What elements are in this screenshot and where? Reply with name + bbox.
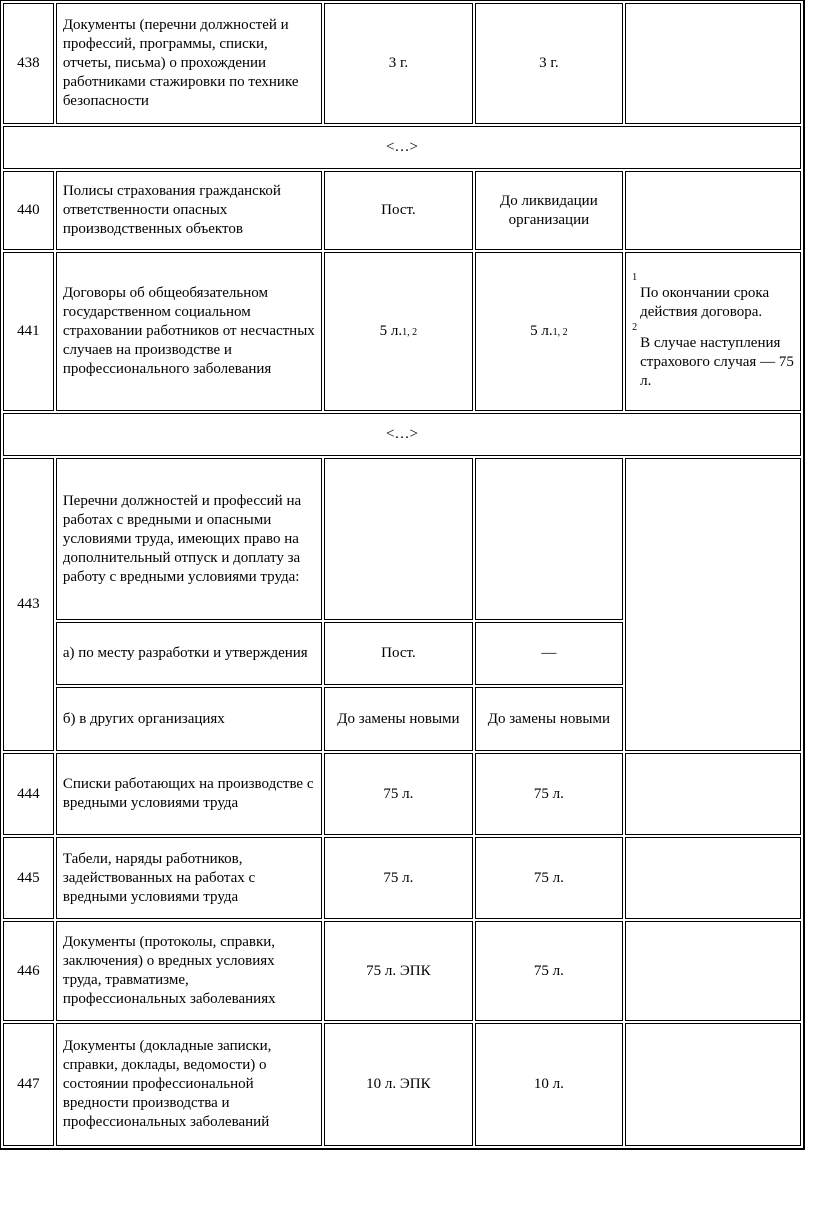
row-description: Списки работающих на производстве с вредными условиями труда: [56, 753, 322, 835]
table-row: [3, 1023, 801, 1146]
row-number: 444: [3, 753, 54, 835]
retention-term: 75 л.: [324, 837, 472, 919]
term-value: 5 л.: [379, 322, 403, 339]
footnote-text: В случае наступления страхового случая — 75 л.: [640, 335, 794, 389]
row-note: [625, 458, 801, 751]
row-description: Документы (докладные записки, справки, доклады, ведомости) о состоянии профессиональной вредности производства и профессиональных заболеваний: [56, 1023, 322, 1146]
row-description: Перечни должностей и профессий на работах с вредными и опасными условиями труда, имеющих право на дополнительный отпуск и доплату за работу с вредными условиями труда:: [56, 458, 322, 620]
retention-term-alt: 10 л.: [475, 1023, 623, 1146]
table-row: [3, 171, 801, 250]
table-row: [3, 753, 801, 835]
retention-term: [324, 458, 472, 620]
retention-term-alt: 75 л.: [475, 921, 623, 1021]
table-row: [3, 252, 801, 411]
retention-term-alt: До замены новыми: [475, 687, 623, 751]
row-note: [625, 921, 801, 1021]
retention-term: 3 г.: [324, 3, 472, 124]
row-number: 447: [3, 1023, 54, 1146]
row-note: [625, 3, 801, 124]
retention-term-alt: 75 л.: [475, 837, 623, 919]
retention-term-alt: До ликвидации организации: [475, 171, 623, 250]
retention-term-alt: [475, 252, 623, 411]
retention-term: 10 л. ЭПК: [324, 1023, 472, 1146]
row-number: 445: [3, 837, 54, 919]
separator-row: [3, 126, 801, 169]
retention-term: 75 л.: [324, 753, 472, 835]
footnote-ref: 1, 2: [402, 326, 418, 338]
table-row: [3, 837, 801, 919]
row-number: 438: [3, 3, 54, 124]
retention-term-alt: [475, 458, 623, 620]
retention-term: Пост.: [324, 171, 472, 250]
separator-row: [3, 413, 801, 456]
row-note: [625, 1023, 801, 1146]
footnote-marker: 1: [632, 272, 638, 283]
row-note: [625, 252, 801, 411]
retention-term-alt: 75 л.: [475, 753, 623, 835]
retention-term: До замены новыми: [324, 687, 472, 751]
table-row: [3, 921, 801, 1021]
retention-term-alt: —: [475, 622, 623, 685]
row-description: Табели, наряды работников, задействованных на работах с вредными условиями труда: [56, 837, 322, 919]
retention-term-alt: 3 г.: [475, 3, 623, 124]
term-value: 5 л.: [530, 322, 553, 339]
footnote-ref: 1, 2: [552, 326, 568, 338]
subrow-description: а) по месту разработки и утверждения: [56, 622, 322, 685]
retention-term: Пост.: [324, 622, 472, 685]
row-number: 441: [3, 252, 54, 411]
subrow-description: б) в других организациях: [56, 687, 322, 751]
row-number: 446: [3, 921, 54, 1021]
table-row: [3, 3, 801, 124]
omission-marker: <…>: [3, 126, 801, 169]
table-row: [3, 458, 801, 620]
row-description: Документы (перечни должностей и профессий, программы, списки, отчеты, письма) о прохождении работниками стажировки по технике безопасности: [56, 3, 322, 124]
row-note: [625, 753, 801, 835]
row-description: Документы (протоколы, справки, заключения) о вредных условиях труда, травматизме, профессиональных заболеваниях: [56, 921, 322, 1021]
footnote-marker: 2: [632, 322, 638, 333]
retention-term: 75 л. ЭПК: [324, 921, 472, 1021]
row-description: Договоры об общеобязательном государственном социальном страховании работников от несчастных случаев на производстве и профессионального заболевания: [56, 252, 322, 411]
footnote-text: По окончании срока действия договора.: [640, 285, 770, 320]
row-note: [625, 171, 801, 250]
row-description: Полисы страхования гражданской ответственности опасных производственных объектов: [56, 171, 322, 250]
row-number: 440: [3, 171, 54, 250]
retention-term: [324, 252, 472, 411]
row-number: 443: [3, 458, 54, 751]
omission-marker: <…>: [3, 413, 801, 456]
row-note: [625, 837, 801, 919]
